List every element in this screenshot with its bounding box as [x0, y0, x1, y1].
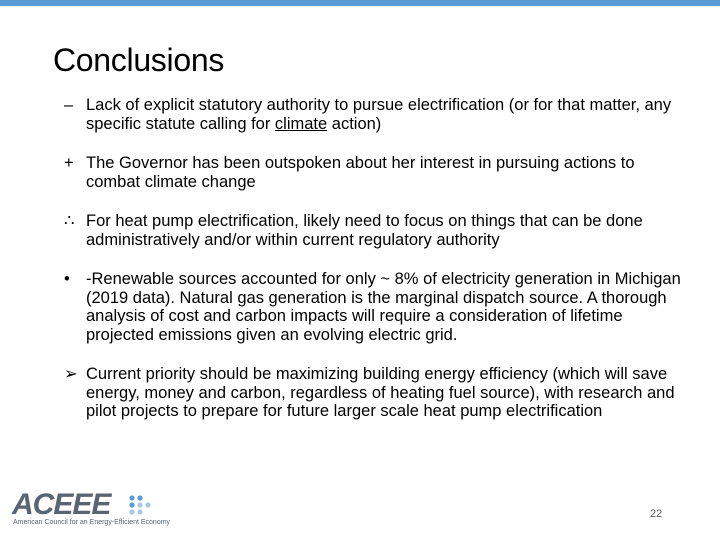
bullet-item	[64, 365, 684, 421]
bullet-text: Current priority should be maximizing building energy efficiency (which will save energy, money and carbon, regardless of heating fuel source), with research and pilot projects to prepare for future larger scale heat pump electrification	[86, 365, 675, 420]
page-number: 22	[650, 508, 663, 520]
bullet-item	[64, 154, 684, 191]
dash-bullet-icon: –	[64, 96, 74, 114]
bullet-text: For heat pump electrification, likely need to focus on things that can be done administratively and/or within current regulatory authority	[86, 212, 643, 249]
logo-tagline: American Council for an Energy-Efficient Economy	[13, 519, 171, 526]
aceee-logo	[12, 488, 171, 530]
bullet-item	[64, 212, 684, 249]
bullet-text: -Renewable sources accounted for only ~ 8% of electricity generation in Michigan (2019 data). Natural gas generation is the marginal dispatch source. A thorough analysis of cost and carbon impacts will require a consideration of lifetime projected emissions given an evolving electric grid.	[86, 270, 681, 344]
plus-bullet-icon: +	[64, 154, 74, 172]
bullet-text: The Governor has been outspoken about her interest in pursuing actions to combat climate change	[86, 154, 635, 191]
therefore-bullet-icon: ∴	[64, 212, 75, 230]
underlined-word: climate	[274, 114, 328, 133]
slide-title: Conclusions	[53, 42, 225, 78]
top-accent-bar	[0, 0, 720, 6]
bullet-item	[64, 96, 684, 133]
bullet-list	[64, 96, 684, 442]
logo-dots-icon	[128, 494, 152, 516]
bullet-text: Lack of explicit statutory authority to pursue electrification (or for that matter, any specific statute calling for climate action)	[86, 96, 672, 133]
dot-bullet-icon: •	[64, 270, 70, 288]
arrowhead-bullet-icon: ➢	[64, 365, 78, 383]
bullet-item	[64, 270, 684, 344]
logo-wordmark: ACEEE	[12, 488, 111, 521]
